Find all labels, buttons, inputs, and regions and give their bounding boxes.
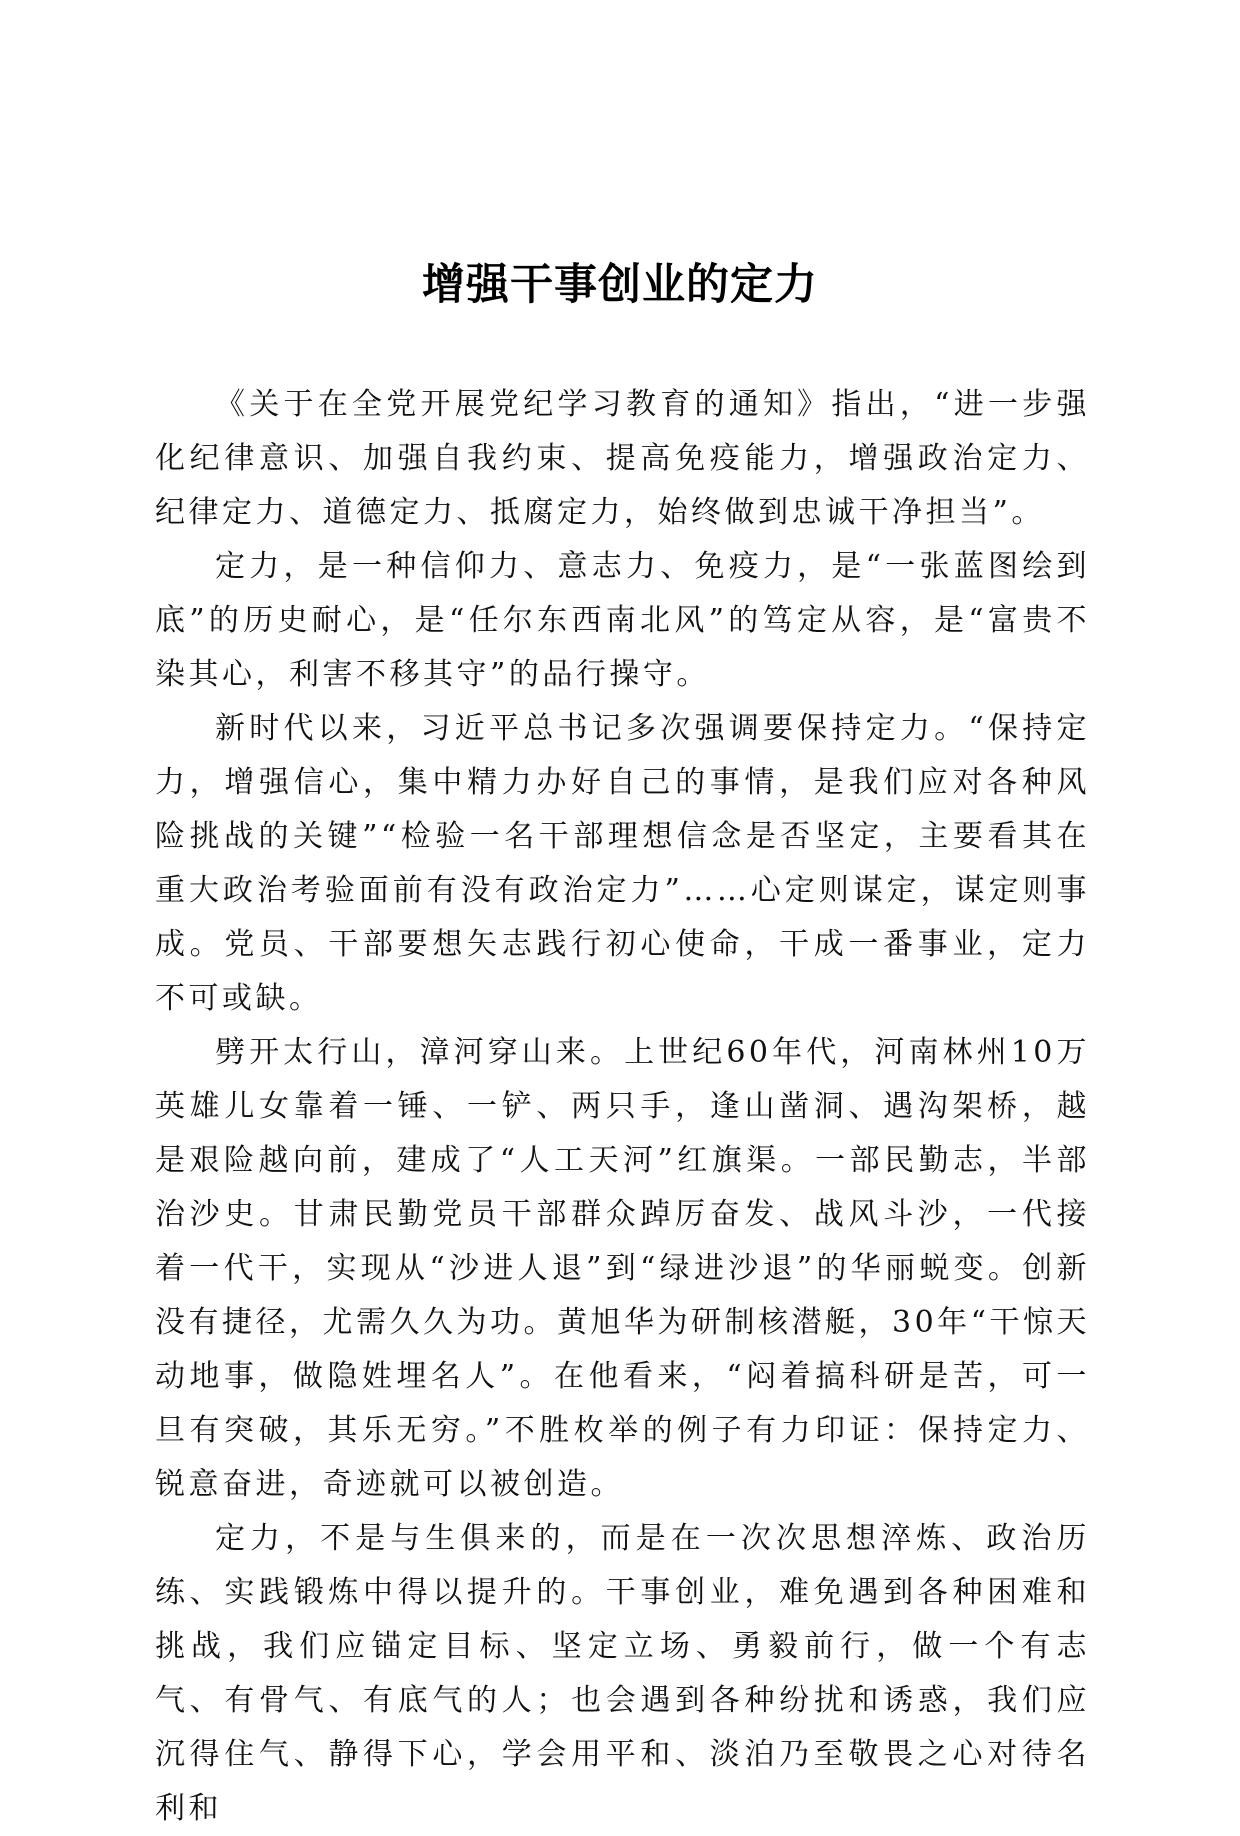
paragraph-3: 新时代以来，习近平总书记多次强调要保持定力。“保持定力，增强信心，集中精力办好自己的事情，是我们应对各种风险挑战的关键”“检验一名干部理想信念是否坚定，主要看其在重大政治考验面前有没有政治定力”……心定则谋定，谋定则事成。党员、干部要想矢志践行初心使命，干成一番事业，定力不可或缺。: [155, 711, 1090, 1016]
paragraph-2: 定力，是一种信仰力、意志力、免疫力，是“一张蓝图绘到底”的历史耐心，是“任尔东西南北风”的笃定从容，是“富贵不染其心，利害不移其守”的品行操守。: [155, 549, 1090, 692]
document-body: [155, 378, 1090, 1836]
document-title: 增强干事创业的定力: [422, 260, 818, 310]
paragraph-4: 劈开太行山，漳河穿山来。上世纪60年代，河南林州10万英雄儿女靠着一锤、一铲、两只手，逢山凿洞、遇沟架桥，越是艰险越向前，建成了“人工天河”红旗渠。一部民勤志，半部治沙史。甘肃民勤党员干部群众踔厉奋发、战风斗沙，一代接着一代干，实现从“沙进人退”到“绿进沙退”的华丽蜕变。创新没有捷径，尤需久久为功。黄旭华为研制核潜艇，30年“干惊天动地事，做隐姓埋名人”。在他看来，“闷着搞科研是苦，可一旦有突破，其乐无穷。”不胜枚举的例子有力印证：保持定力、锐意奋进，奇迹就可以被创造。: [155, 1035, 1091, 1502]
paragraph-5: 定力，不是与生俱来的，而是在一次次思想淬炼、政治历练、实践锻炼中得以提升的。干事创业，难免遇到各种困难和挑战，我们应锚定目标、坚定立场、勇毅前行，做一个有志气、有骨气、有底气的人；也会遇到各种纷扰和诱惑，我们应沉得住气、静得下心，学会用平和、淡泊乃至敬畏之心对待名利和: [155, 1521, 1090, 1826]
paragraph-1: 《关于在全党开展党纪学习教育的通知》指出，“进一步强化纪律意识、加强自我约束、提高免疫能力，增强政治定力、纪律定力、道德定力、抵腐定力，始终做到忠诚干净担当”。: [155, 387, 1090, 530]
